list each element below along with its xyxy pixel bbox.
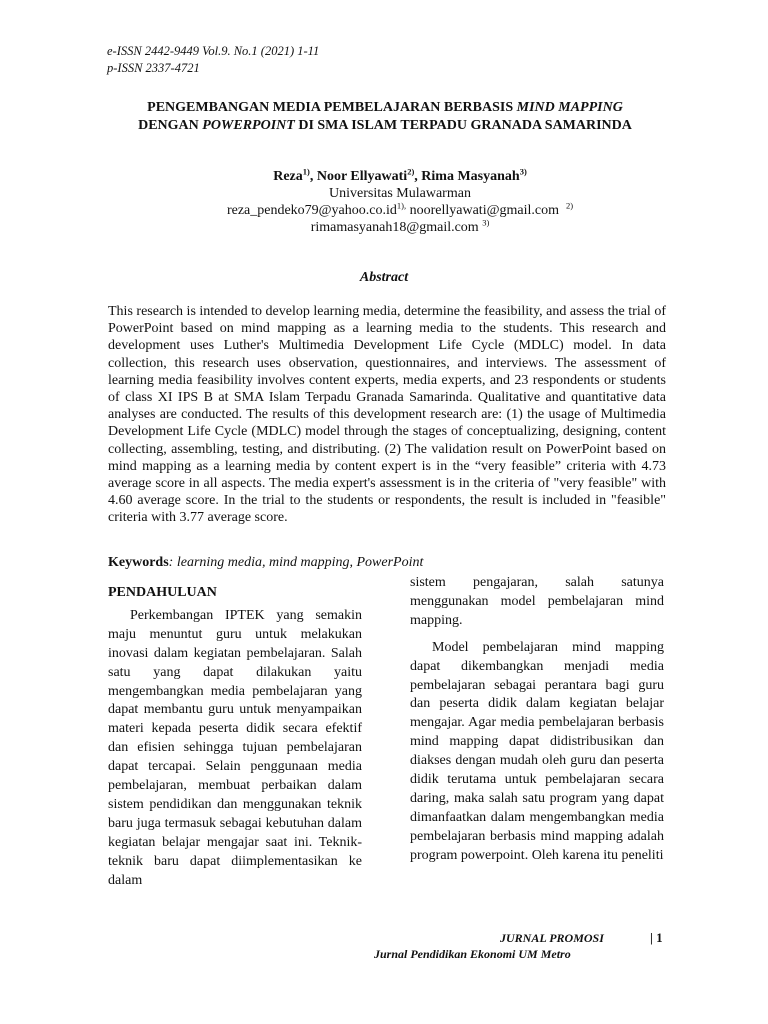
author-block: [150, 168, 650, 236]
section-heading: PENDAHULUAN: [108, 585, 217, 600]
email-3-mark: 3): [482, 217, 490, 228]
title-part-1: PENGEMBANGAN MEDIA PEMBELAJARAN BERBASIS: [147, 100, 517, 115]
author-names: [150, 168, 650, 185]
author-1-mark: 1): [302, 166, 310, 177]
author-1: Reza: [273, 169, 303, 184]
title-part-3: DI SMA ISLAM TERPADU GRANADA SAMARINDA: [294, 118, 632, 133]
paragraph-right: Model pembelajaran mind mapping dapat dikembangkan menjadi media pembelajaran sebagai perantara bagi guru dan peserta didik dalam kegiatan belajar mengajar. Agar media pembelajaran berbasis mind mapping dapat didistribusikan dan diakses dengan mudah oleh guru dan peserta didik terutama untuk pembelajaran secara daring, maka salah satu program yang dapat dimanfaatkan dalam mengembangkan media pembelajaran berbasis mind mapping adalah program powerpoint. Oleh karena itu peneliti: [410, 639, 664, 863]
paragraph-right-continuation: sistem pengajaran, salah satunya menggunakan model pembelajaran mind mapping.: [410, 575, 664, 628]
paper-title: [120, 99, 650, 135]
abstract-text: This research is intended to develop learning media, determine the feasibility, and assess the trial of PowerPoint based on mind mapping as a learning media to the students. This research and development uses Luther's Multimedia Development Life Cycle (MDLC) model. In data collection, this research uses observation, questionnaires, and interviews. The assessment of learning media feasibility involves content experts, media experts, and 23 respondents or students of class XI IPS B at SMA Islam Terpadu Granada Samarinda. Qualitative and quantitative data analyses are conducted. The results of this development research are: (1) the usage of Multimedia Development Life Cycle (MDLC) model through the stages of conceptualizing, designing, content collecting, assembling, testing, and distributing. (2) The validation result on PowerPoint based on mind mapping as a learning media by content expert is in the “very feasible” criteria with 4.73 average score in all aspects. The media expert's assessment is in the criteria of "very feasible" with 4.60 average score. In the trial to the students or respondents, the result is included in "feasible" criteria with 3.77 average score.: [108, 304, 666, 526]
footer-journal-subtitle: Jurnal Pendidikan Ekonomi UM Metro: [374, 947, 571, 961]
keywords-value: : learning media, mind mapping, PowerPoint: [168, 555, 424, 570]
title-italic-1: MIND MAPPING: [516, 100, 623, 115]
journal-header: [107, 43, 319, 77]
title-part-2: DENGAN: [138, 118, 203, 133]
right-column: [410, 574, 664, 866]
email-line-1: [150, 202, 650, 219]
email-2: noorellyawati@gmail.com: [406, 203, 559, 218]
email-2-mark: 2): [565, 200, 574, 211]
author-3: , Rima Masyanah: [414, 169, 520, 184]
abstract-heading: Abstract: [359, 270, 409, 285]
keywords-line: [108, 555, 423, 571]
footer-journal-name: JURNAL PROMOSI: [500, 931, 604, 945]
page-number: | 1: [650, 930, 663, 945]
keywords-label: Keywords: [108, 555, 169, 570]
email-1-mark: 1),: [396, 200, 407, 211]
email-line-2: [150, 219, 650, 236]
pissn-line: p-ISSN 2337-4721: [107, 61, 200, 75]
paragraph-left: Perkembangan IPTEK yang semakin maju menuntut guru untuk melakukan inovasi dalam kegiatan pembelajaran. Salah satu yang dapat dilakukan yaitu mengembangkan media pembelajaran yang dapat membantu guru untuk menyampaikan materi kepada peserta didik secara efektif dan efisien sehingga tujuan pembelajaran dapat tercapai. Selain penggunaan media pembelajaran, membuat perbaikan dalam sistem pendidikan dan menggunakan teknik baru juga termasuk sebagai kebutuhan dalam kegiatan belajar mengajar saat ini. Teknik-teknik baru dapat diimplementasikan ke dalam: [108, 607, 362, 888]
affiliation: Universitas Mulawarman: [329, 186, 471, 201]
title-italic-2: POWERPOINT: [202, 118, 295, 133]
author-2-mark: 2): [407, 166, 415, 177]
email-1: reza_pendeko79@yahoo.co.id: [226, 203, 397, 218]
left-column: [108, 584, 362, 891]
author-2: , Noor Ellyawati: [309, 169, 408, 184]
author-3-mark: 3): [519, 166, 527, 177]
email-3: rimamasyanah18@gmail.com: [310, 220, 479, 235]
issn-line: e-ISSN 2442-9449 Vol.9. No.1 (2021) 1-11: [107, 44, 320, 58]
